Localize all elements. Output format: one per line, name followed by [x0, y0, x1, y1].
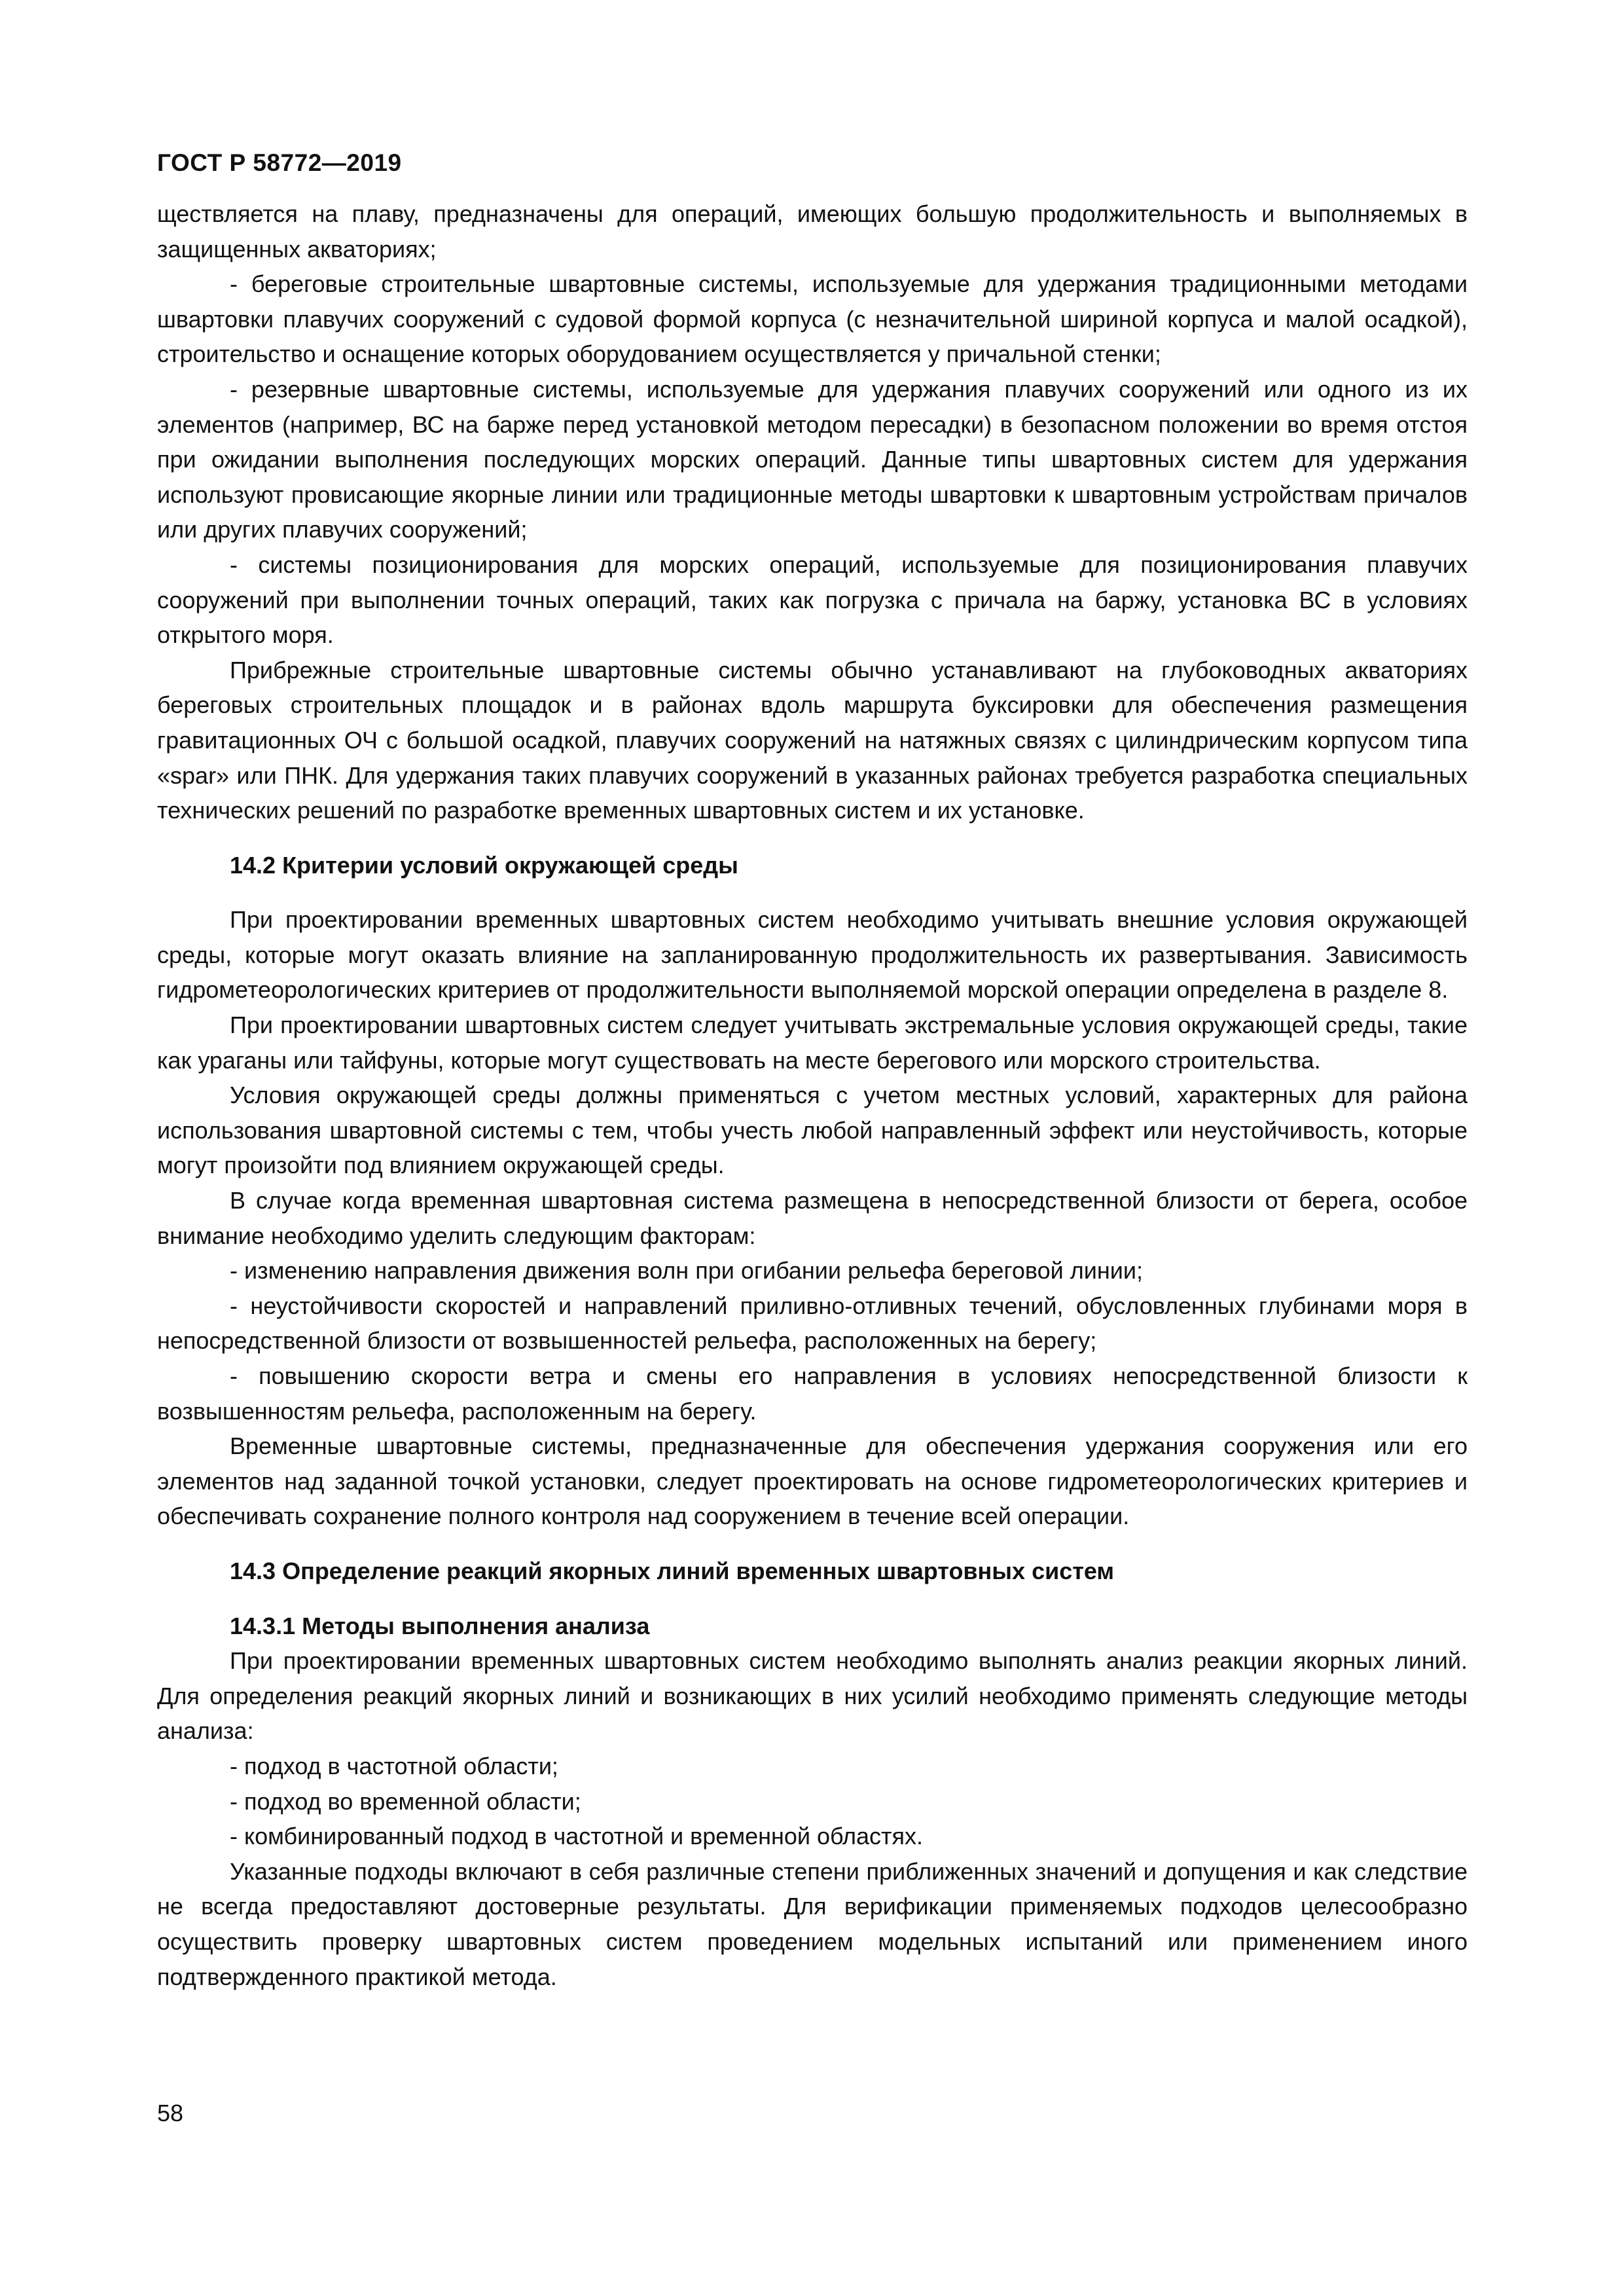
paragraph: Временные швартовные системы, предназначенные для обеспечения удержания сооружения или его элементов над заданной точкой установки, следует проектировать на основе гидрометеорологических критериев и обеспечивать сохранение полного контроля над сооружением в течение всей операции.: [157, 1432, 1468, 1530]
page-number: 58: [157, 2100, 184, 2126]
paragraph: При проектировании временных швартовных систем необходимо выполнять анализ реакции якорных линий. Для определения реакций якорных линий и возникающих в них усилий необходимо применять следующие методы анализа:: [157, 1647, 1468, 1745]
list-item: - резервные швартовные системы, используемые для удержания плавучих сооружений или одного из их элементов (например, ВС на барже перед установкой методом пересадки) в безопасном положении во время отстоя при ожидании выполнения последующих морских операций. Данные типы швартовных систем для удержания используют провисающие якорные линии или традиционные методы швартовки к швартовным устройствам причалов или других плавучих сооружений;: [157, 375, 1468, 543]
subsection-heading-14-3-1: 14.3.1 Методы выполнения анализа: [230, 1612, 650, 1639]
section-heading-14-2: 14.2 Критерии условий окружающей среды: [230, 851, 738, 879]
section-heading-14-3: 14.3 Определение реакций якорных линий временных швартовных систем: [230, 1557, 1115, 1584]
paragraph: Прибрежные строительные швартовные системы обычно устанавливают на глубоководных акваториях береговых строительных площадок и в районах вдоль маршрута буксировки для обеспечения размещения гравитационных ОЧ с большой осадкой, плавучих сооружений на натяжных связях с цилиндрическим корпусом типа «spar» или ПНК. Для удержания таких плавучих сооружений в указанных районах требуется разработка специальных технических решений по разработке временных швартовных систем и их установке.: [157, 656, 1468, 824]
list-item: - подход во временной области;: [230, 1787, 581, 1815]
document-header: ГОСТ Р 58772—2019: [157, 149, 402, 176]
paragraph: Указанные подходы включают в себя различные степени приближенных значений и допущения и как следствие не всегда предоставляют достоверные результаты. Для верификации применяемых подходов целесообразно осуществить проверку швартовных систем проведением модельных испытаний или применением иного подтвержденного практикой метода.: [157, 1857, 1468, 1990]
paragraph: Условия окружающей среды должны применяться с учетом местных условий, характерных для района использования швартовной системы с тем, чтобы учесть любой направленный эффект или неустойчивость, которые могут произойти под влиянием окружающей среды.: [157, 1082, 1468, 1179]
paragraph: ществляется на плаву, предназначены для операций, имеющих большую продолжительность и выполняемых в защищенных акваториях;: [157, 200, 1468, 263]
list-item: - береговые строительные швартовные системы, используемые для удержания традиционными методами швартовки плавучих сооружений с судовой формой корпуса (с незначительной шириной корпуса и малой осадкой), строительство и оснащение которых оборудованием осуществляется у причальной стенки;: [157, 270, 1468, 368]
list-item: - системы позиционирования для морских операций, используемые для позиционирования плавучих сооружений при выполнении точных операций, таких как погрузка с причала на баржу, установка ВС в условиях открытого моря.: [157, 551, 1468, 649]
list-item: - неустойчивости скоростей и направлений приливно-отливных течений, обусловленных глубинами моря в непосредственной близости от возвышенностей рельефа, расположенных на берегу;: [157, 1292, 1468, 1355]
list-item: - подход в частотной области;: [230, 1752, 558, 1779]
paragraph: При проектировании швартовных систем следует учитывать экстремальные условия окружающей среды, такие как ураганы или тайфуны, которые могут существовать на месте берегового или морского строительства.: [157, 1011, 1468, 1074]
list-item: - изменению направления движения волн при огибании рельефа береговой линии;: [230, 1257, 1143, 1285]
paragraph: При проектировании временных швартовных систем необходимо учитывать внешние условия окружающей среды, которые могут оказать влияние на запланированную продолжительность их развертывания. Зависимость гидрометеорологических критериев от продолжительности выполняемой морской операции определена в разделе 8.: [157, 906, 1468, 1004]
paragraph: В случае когда временная швартовная система размещена в непосредственной близости от берега, особое внимание необходимо уделить следующим факторам:: [157, 1187, 1468, 1249]
list-item: - повышению скорости ветра и смены его направления в условиях непосредственной близости к возвышенностям рельефа, расположенным на берегу.: [157, 1362, 1468, 1425]
page-content: [157, 196, 1468, 1994]
list-item: - комбинированный подход в частотной и временной областях.: [230, 1823, 924, 1850]
